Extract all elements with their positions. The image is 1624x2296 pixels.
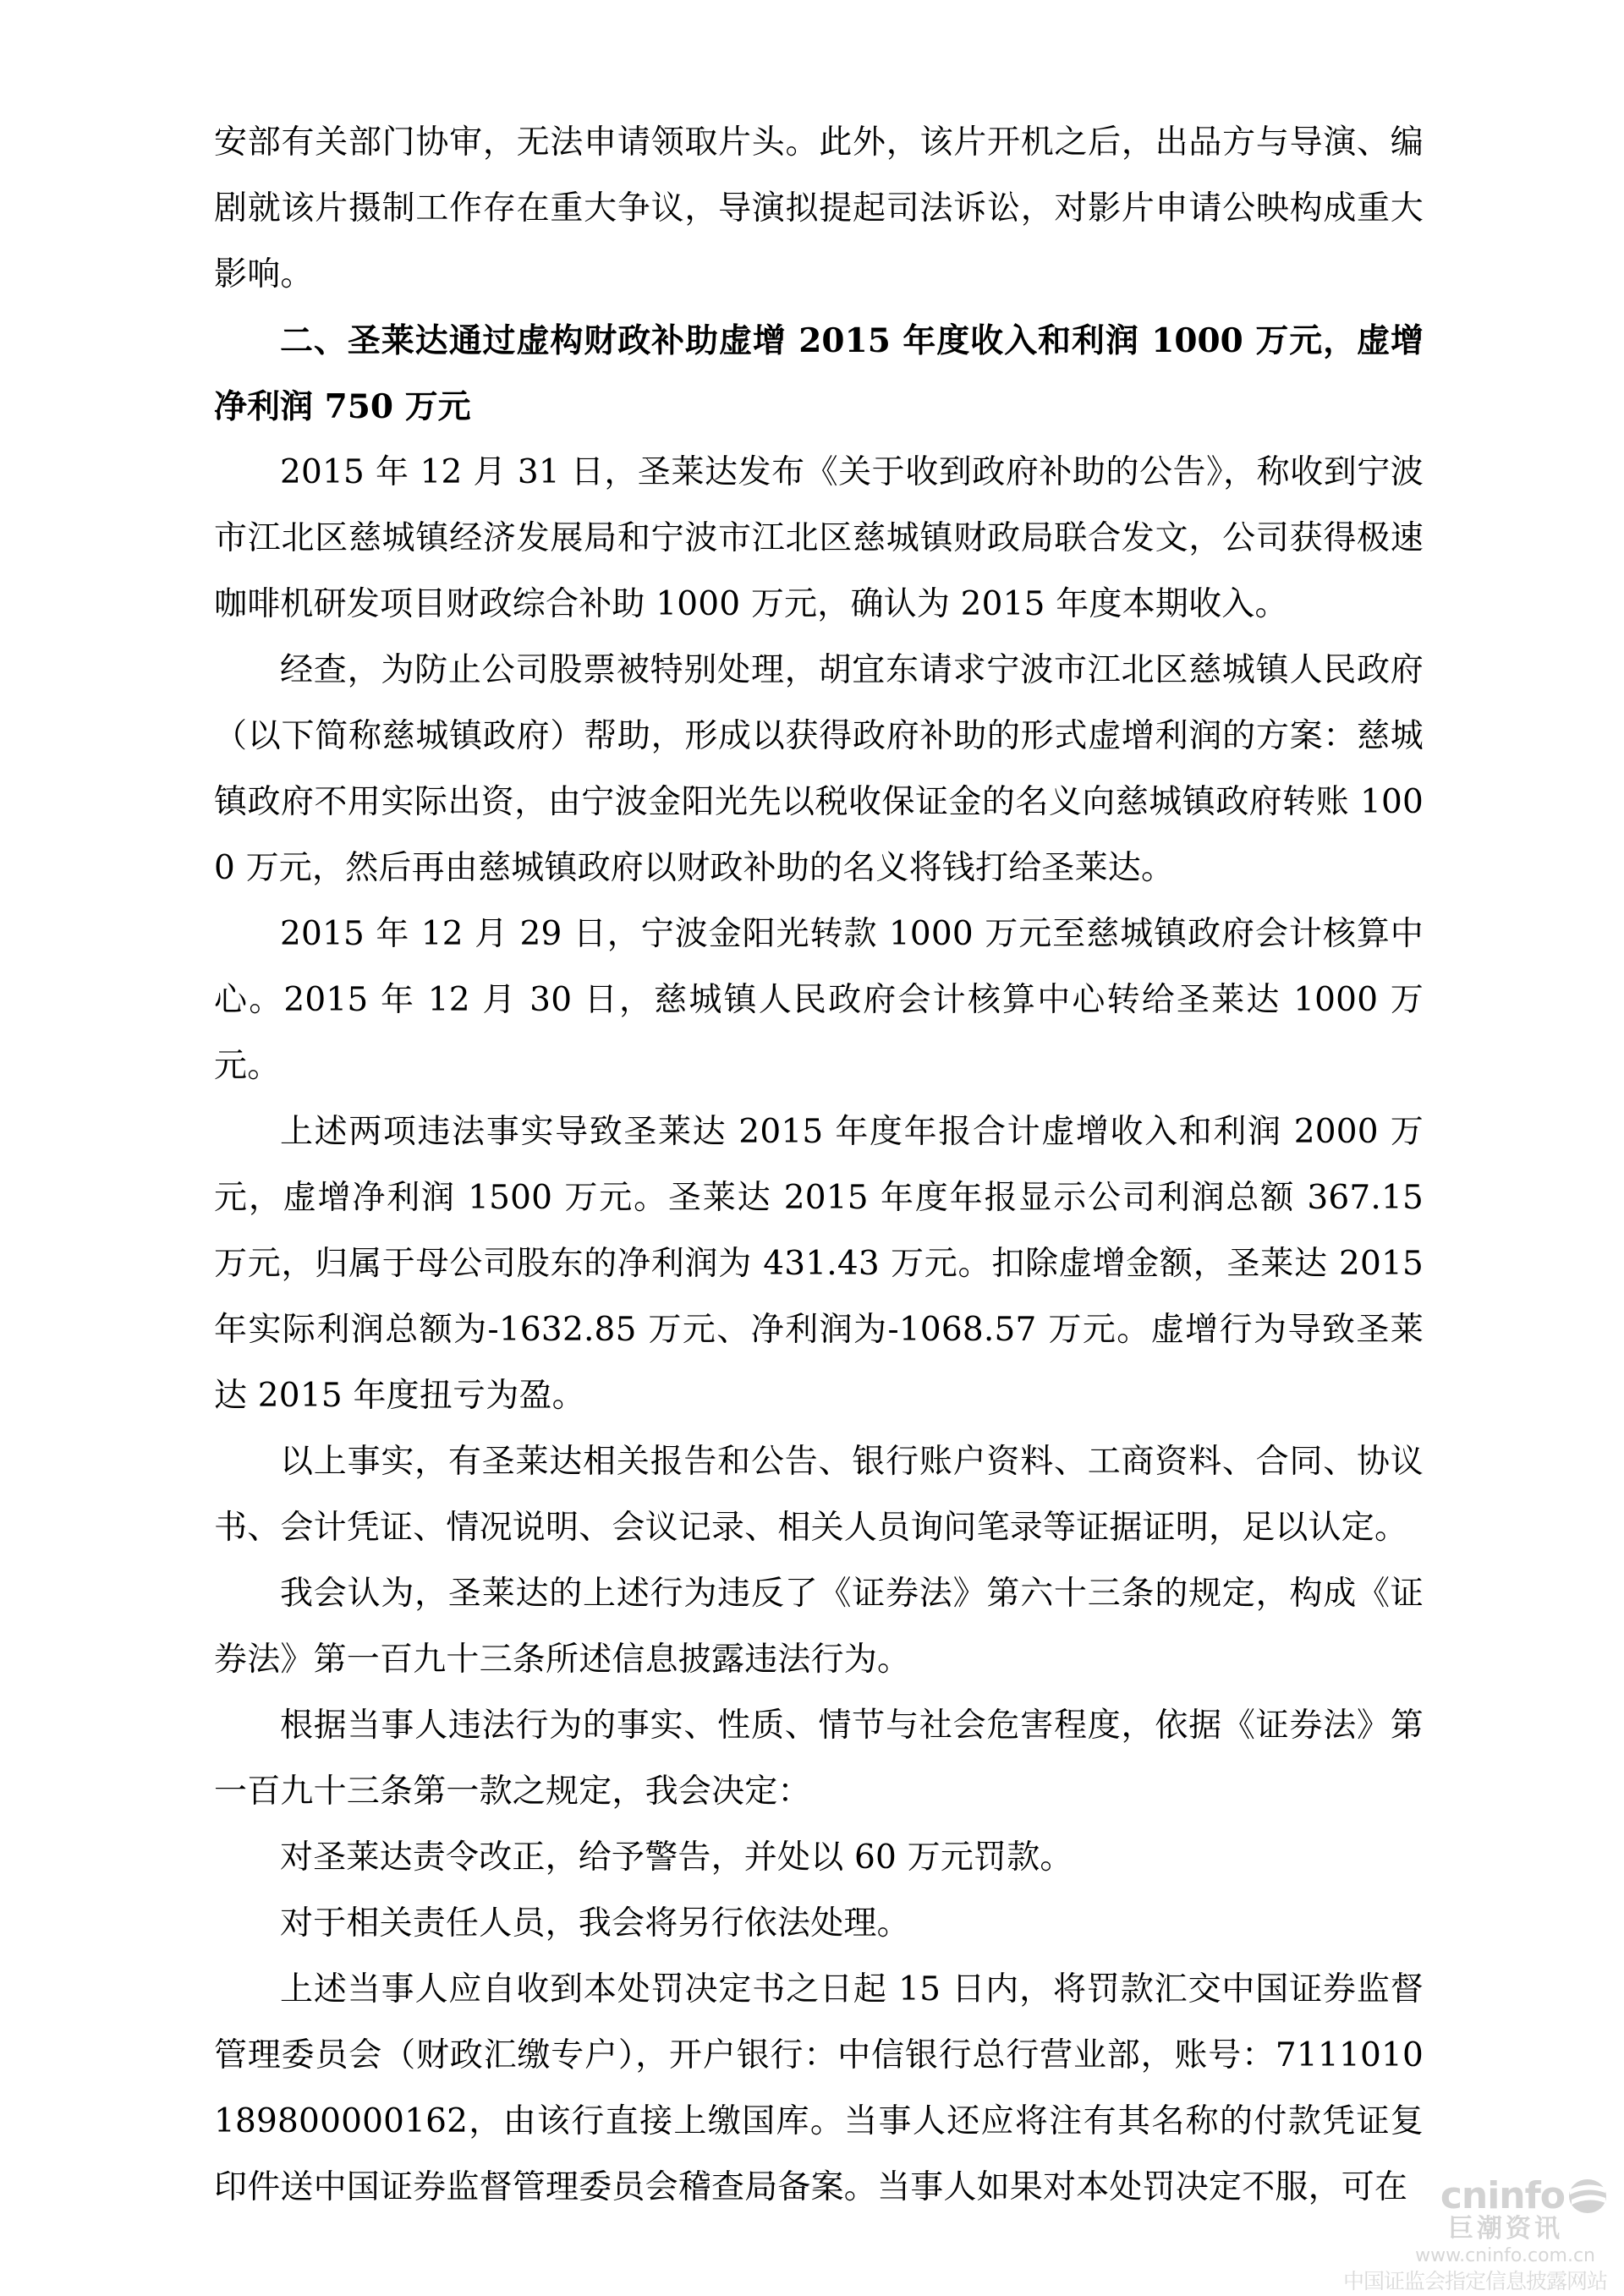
watermark-brand-latin: cninfo [1440,2174,1565,2217]
section-heading-two: 二、圣莱达通过虚构财政补助虚增 2015 年度收入和利润 1000 万元，虚增净利润 750 万元 [214,321,1424,426]
paragraph-continued: 安部有关部门协审，无法申请领取片头。此外，该片开机之后，出品方与导演、编剧就该片摄制工作存在重大争议，导演拟提起司法诉讼，对影片申请公映构成重大影响。 [214,123,1424,293]
paragraph-penalty-fine: 对圣莱达责令改正，给予警告，并处以 60 万元罚款。 [280,1838,1073,1877]
paragraph-evidence: 以上事实，有圣莱达相关报告和公告、银行账户资料、工商资料、合同、协议书、会计凭证、情况说明、会议记录、相关人员询问笔录等证据证明，足以认定。 [214,1443,1424,1547]
paragraph-investigation: 经查，为防止公司股票被特别处理，胡宜东请求宁波市江北区慈城镇人民政府（以下简称慈城镇政府）帮助，形成以获得政府补助的形式虚增利润的方案：慈城镇政府不用实际出资，由宁波金阳光先以税收保证金的名义向慈城镇政府转账 1000 万元，然后再由慈城镇政府以财政补助的名义将钱打给圣莱达。 [214,651,1424,887]
paragraph-legal-violation: 我会认为，圣莱达的上述行为违反了《证券法》第六十三条的规定，构成《证券法》第一百九十三条所述信息披露违法行为。 [214,1575,1424,1679]
document-body [214,110,1424,2221]
paragraph-announcement: 2015 年 12 月 31 日，圣莱达发布《关于收到政府补助的公告》，称收到宁波市江北区慈城镇经济发展局和宁波市江北区慈城镇财政局联合发文，公司获得极速咖啡机研发项目财政综合补助 1000 万元，确认为 2015 年度本期收入。 [214,453,1424,623]
watermark-brand-chinese: 巨潮资讯 [1448,2214,1563,2244]
paragraph-inflated-amounts: 上述两项违法事实导致圣莱达 2015 年度年报合计虚增收入和利润 2000 万元，虚增净利润 1500 万元。圣莱达 2015 年度年报显示公司利润总额 367.15 万元，归属于母公司股东的净利润为 431.43 万元。扣除虚增金额，圣莱达 2015 年实际利润总额为-1632.85 万元、净利润为-1068.57 万元。虚增行为导致圣莱达 2015 年度扭亏为盈。 [214,1113,1424,1415]
paragraph-decision-basis: 根据当事人违法行为的事实、性质、情节与社会危害程度，依据《证券法》第一百九十三条第一款之规定，我会决定： [214,1707,1424,1811]
paragraph-payment-instructions: 上述当事人应自收到本处罚决定书之日起 15 日内，将罚款汇交中国证券监督管理委员会（财政汇缴专户），开户银行：中信银行总行营业部，账号：7111010189800000162，由该行直接上缴国库。当事人还应将注有其名称的付款凭证复印件送中国证券监督管理委员会稽查局备案。当事人如果对本处罚决定不服，可在 [214,1970,1424,2206]
paragraph-transfer-dates: 2015 年 12 月 29 日，宁波金阳光转款 1000 万元至慈城镇政府会计核算中心。2015 年 12 月 30 日，慈城镇人民政府会计核算中心转给圣莱达 1000 万元。 [214,915,1424,1085]
watermark-url: www.cninfo.com.cn [1415,2244,1595,2266]
paragraph-responsible-persons: 对于相关责任人员，我会将另行依法处理。 [280,1904,910,1943]
globe-icon [1568,2178,1607,2215]
watermark-tagline: 中国证监会指定信息披露网站 [1342,2269,1607,2294]
